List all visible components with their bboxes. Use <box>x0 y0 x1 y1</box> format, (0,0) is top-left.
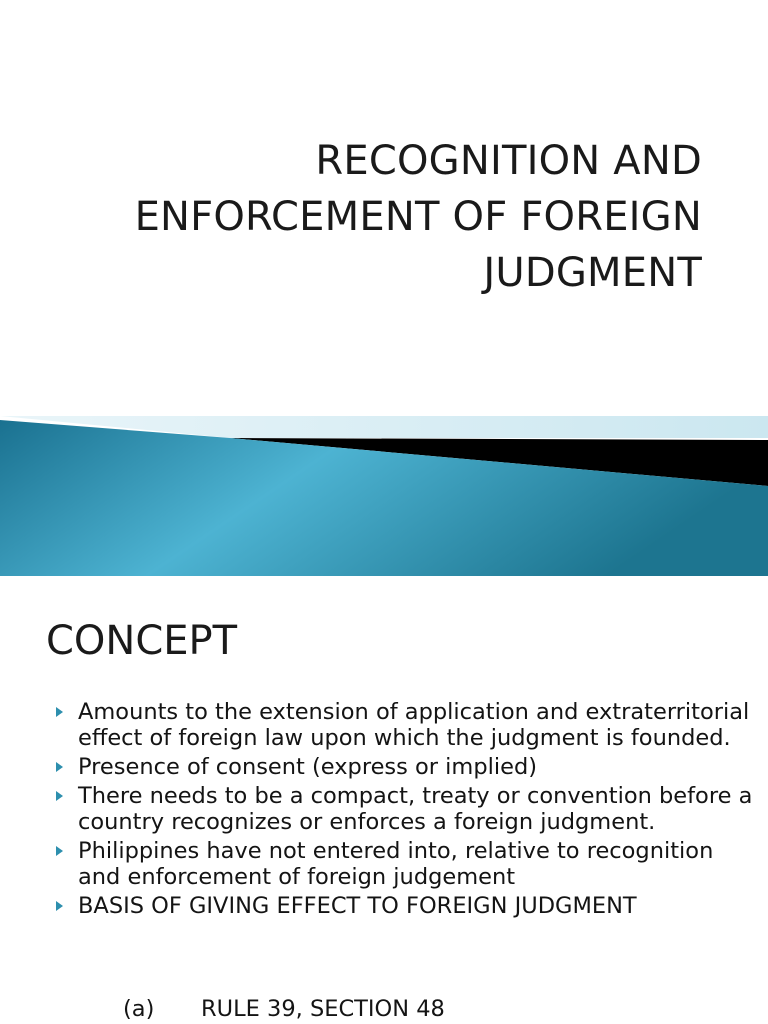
sub-item-text: RULE 39, SECTION 48 <box>201 996 445 1022</box>
list-item <box>54 754 754 780</box>
bullet-text: BASIS OF GIVING EFFECT TO FOREIGN JUDGMENT <box>78 893 637 919</box>
sub-item <box>123 996 445 1022</box>
bullet-text: There needs to be a compact, treaty or convention before a country recognizes or enforces a foreign judgment. <box>78 783 753 835</box>
sub-item-marker: (a) <box>123 996 155 1022</box>
bullet-arrow-icon <box>56 901 63 911</box>
decorative-band <box>0 400 768 576</box>
title-line-1: RECOGNITION AND <box>315 138 702 184</box>
list-item <box>54 838 754 890</box>
bullet-arrow-icon <box>56 846 63 856</box>
list-item <box>54 783 754 835</box>
list-item <box>54 893 754 919</box>
bullet-arrow-icon <box>56 707 63 717</box>
bullet-arrow-icon <box>56 762 63 772</box>
bullet-text: Philippines have not entered into, relative to recognition and enforcement of foreign judgement <box>78 838 714 890</box>
title-line-2: ENFORCEMENT OF FOREIGN <box>134 194 702 240</box>
concept-slide <box>0 576 768 1024</box>
slide-heading: CONCEPT <box>46 618 238 664</box>
list-item <box>54 699 754 751</box>
bullet-list <box>54 699 754 922</box>
slide-title <box>42 133 702 301</box>
title-line-3: JUDGMENT <box>483 250 702 296</box>
bullet-text: Presence of consent (express or implied) <box>78 754 538 780</box>
bullet-arrow-icon <box>56 791 63 801</box>
bullet-text: Amounts to the extension of application and extraterritorial effect of foreign law upon which the judgment is founded. <box>78 699 750 751</box>
